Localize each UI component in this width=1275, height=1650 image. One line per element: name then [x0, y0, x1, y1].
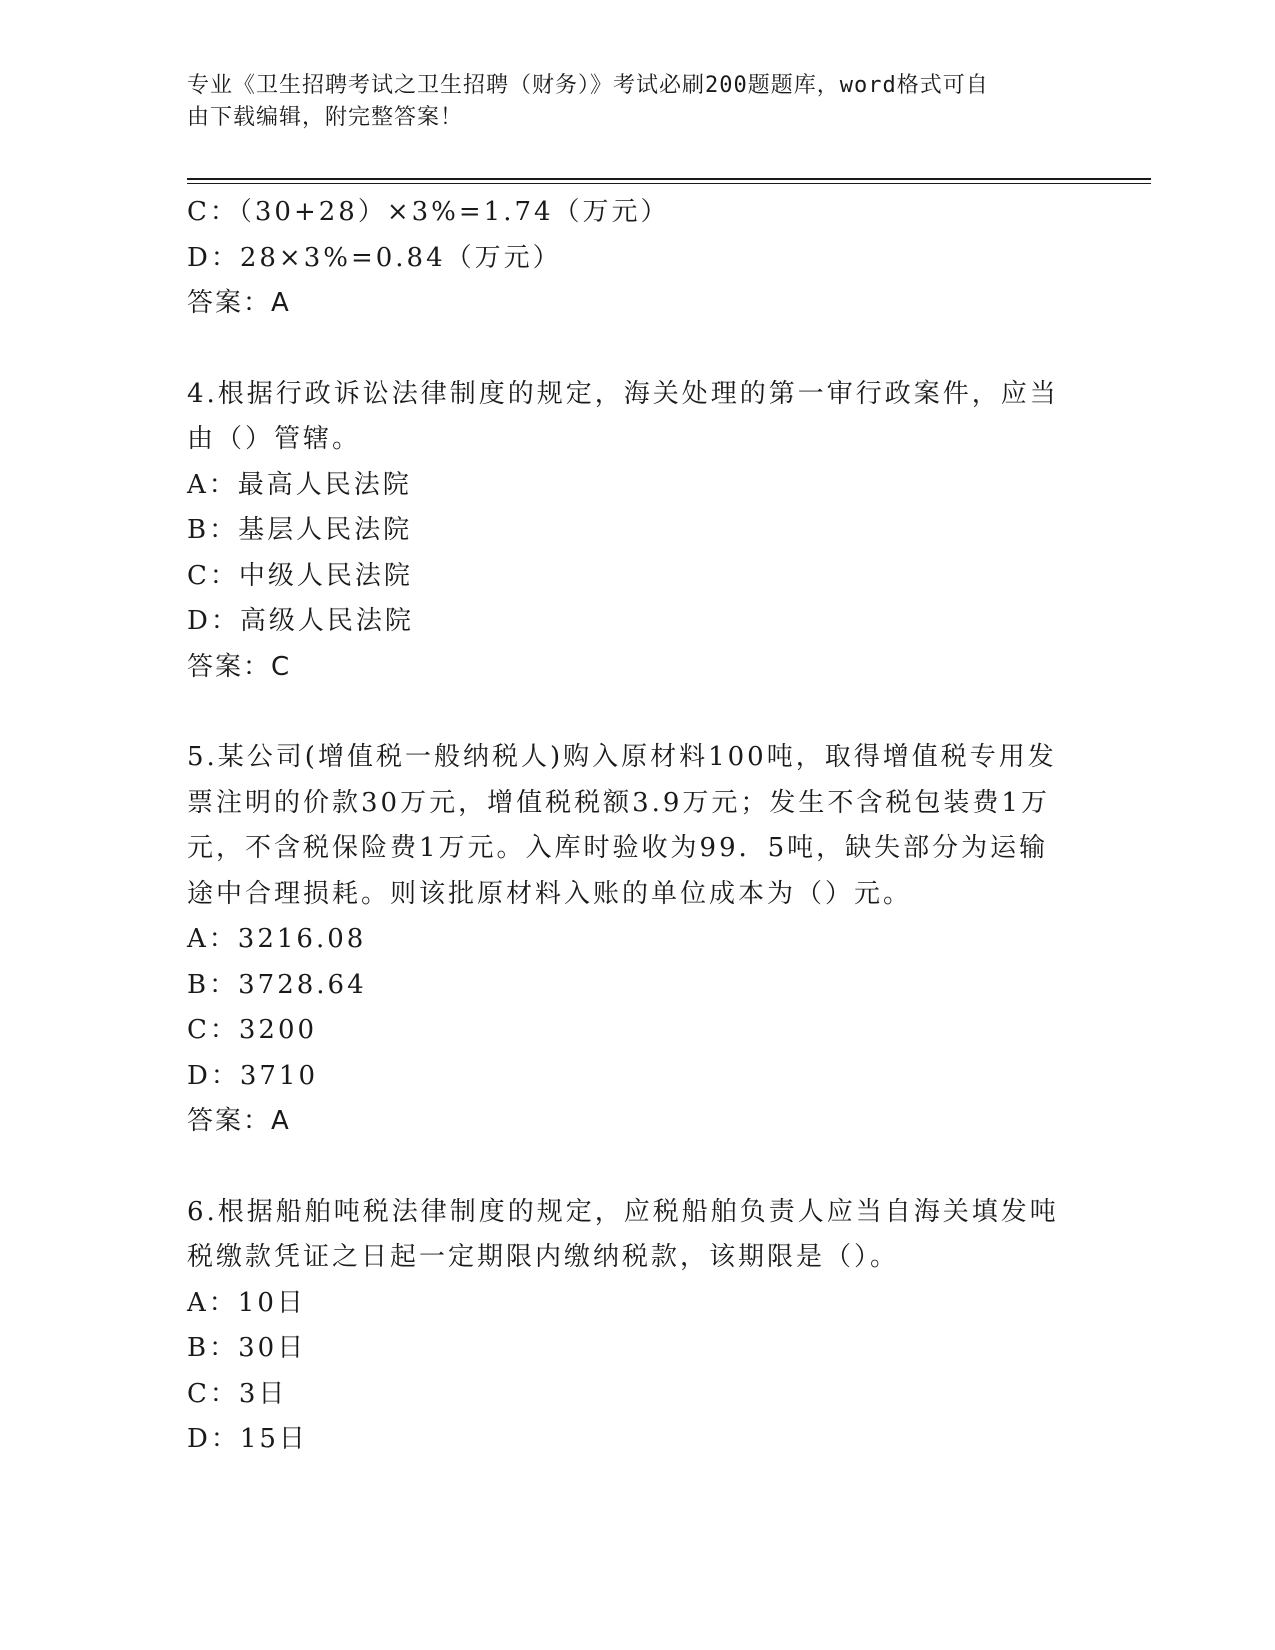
question-stem-line: 票注明的价款30万元，增值税税额3.9万元；发生不含税包装费1万	[187, 787, 1050, 818]
question-stem-line: 5.某公司(增值税一般纳税人)购入原材料100吨，取得增值税专用发	[187, 742, 1057, 772]
option-c: C：3200	[187, 1015, 318, 1045]
answer-line: 答案：C	[187, 651, 292, 682]
question-stem-line: 元，不含税保险费1万元。入库时验收为99．5吨，缺失部分为运输	[187, 833, 1049, 863]
question-stem-line: 途中合理损耗。则该批原材料入账的单位成本为（）元。	[187, 878, 913, 909]
option-d: D：28×3%=0.84（万元）	[187, 242, 562, 273]
question-list	[187, 190, 1087, 1463]
question-stem-line: 6.根据船舶吨税法律制度的规定，应税船舶负责人应当自海关填发吨	[187, 1196, 1059, 1227]
option-d: D：15日	[187, 1424, 308, 1454]
option-d: D：3710	[187, 1060, 319, 1091]
answer-line: 答案：A	[187, 1106, 291, 1136]
header-divider-thin	[187, 183, 1151, 184]
question-stem-line: 由（）管辖。	[187, 424, 362, 454]
option-c: C：中级人民法院	[187, 560, 413, 591]
option-a: A：10日	[187, 1287, 306, 1318]
option-a: A：3216.08	[187, 924, 367, 954]
option-c: C：3日	[187, 1378, 288, 1409]
option-b: B：基层人民法院	[187, 515, 413, 545]
question-5	[187, 735, 1087, 1145]
header-line-2: 由下载编辑，附完整答案！	[187, 105, 464, 130]
answer-line: 答案：A	[187, 288, 291, 318]
header-line-1: 专业《卫生招聘考试之卫生招聘（财务）》考试必刷200题题库，word格式可自	[187, 73, 989, 98]
question-3	[187, 190, 1087, 327]
option-c: C：（30+28）×3%=1.74（万元）	[187, 197, 670, 227]
option-d: D：高级人民法院	[187, 606, 414, 636]
option-b: B：30日	[187, 1333, 307, 1363]
option-b: B：3728.64	[187, 969, 367, 1000]
header-divider-thick	[187, 178, 1151, 180]
option-a: A：最高人民法院	[187, 469, 412, 500]
document-header	[187, 70, 1067, 134]
question-4	[187, 372, 1087, 691]
question-stem-line: 4.根据行政诉讼法律制度的规定，海关处理的第一审行政案件，应当	[187, 378, 1059, 409]
question-stem-line: 税缴款凭证之日起一定期限内缴纳税款，该期限是（）。	[187, 1242, 900, 1272]
question-6	[187, 1190, 1087, 1463]
